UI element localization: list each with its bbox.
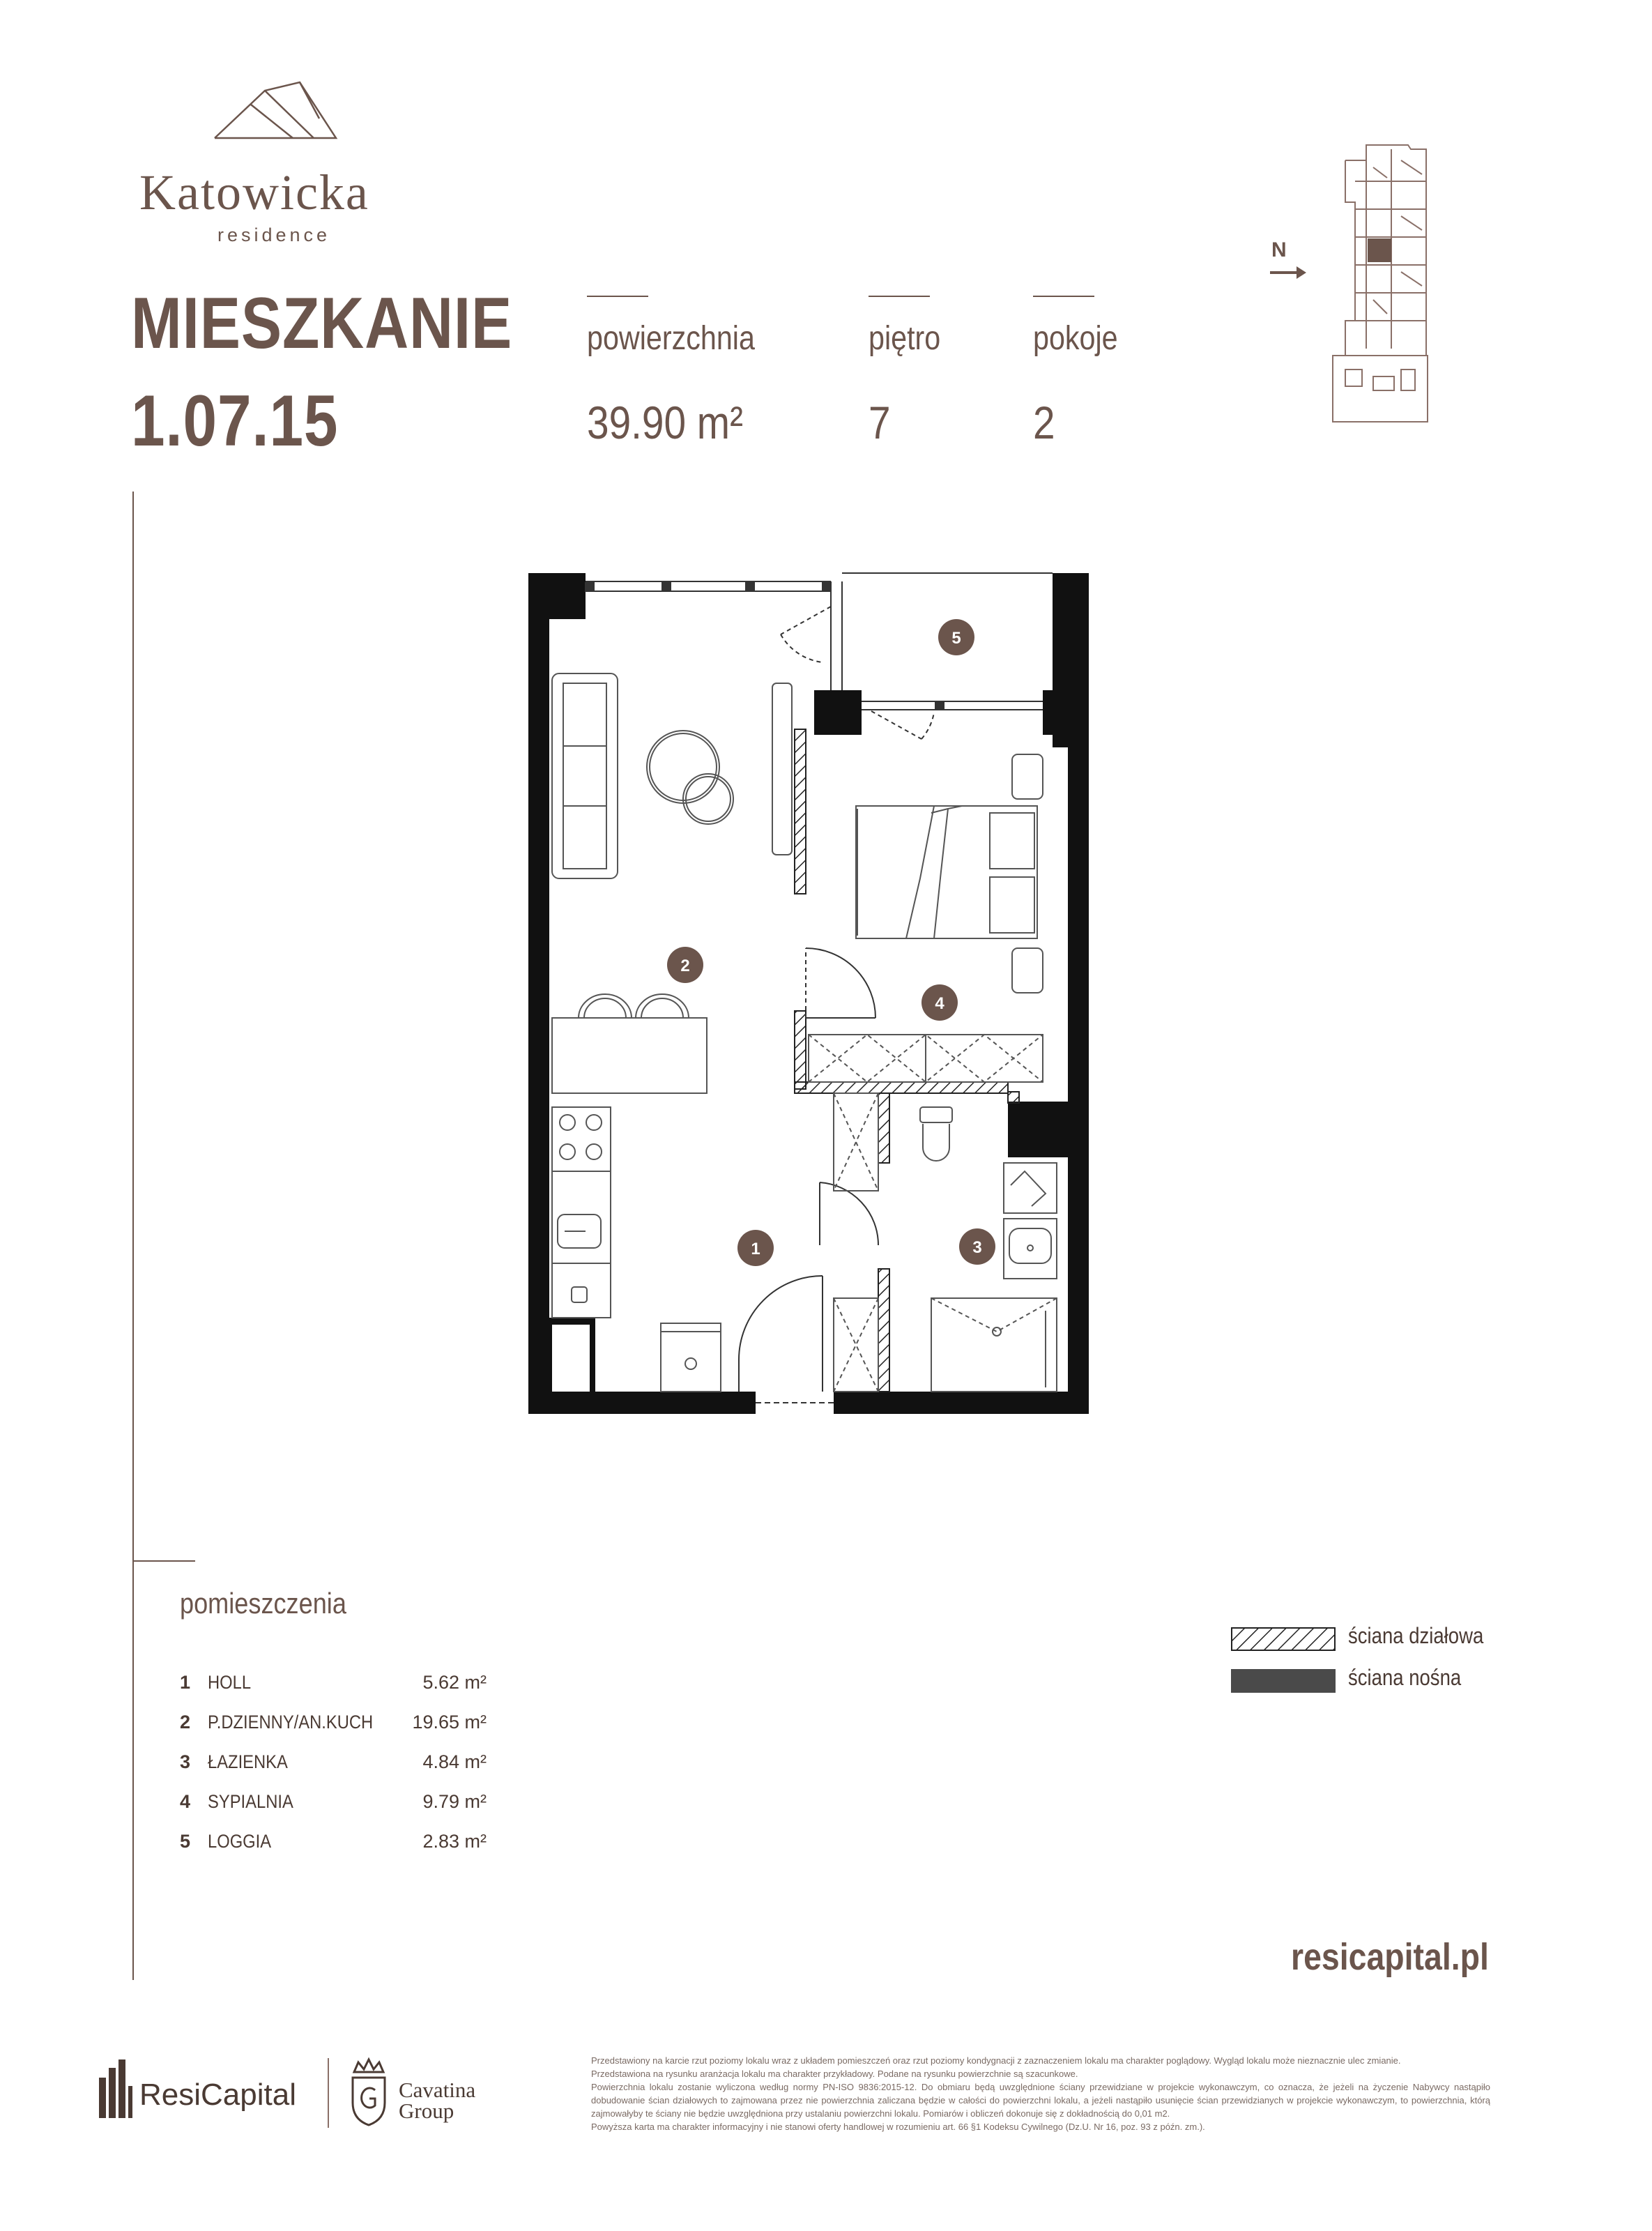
cavatina-logo [349,2057,509,2126]
mountain-logo-icon [209,77,342,146]
room-area: 4.84 m² [422,1751,487,1772]
north-label: N [1271,238,1287,261]
room-area: 19.65 m² [412,1712,487,1733]
room-name: ŁAZIENKA [208,1751,288,1772]
partition-walls [795,729,1019,1392]
floor-value: 7 [869,397,891,448]
room-number: 5 [180,1831,191,1852]
partition-wall-swatch-icon [1231,1627,1336,1651]
room-name: HOLL [208,1672,252,1693]
room-number: 1 [180,1672,191,1693]
floor-divider [869,296,930,297]
floor-label: piętro [869,320,941,357]
coffee-table-icon [647,731,733,824]
svg-text:4: 4 [935,994,944,1013]
floor-plan [516,558,1101,1429]
partition-wall-label: ściana działowa [1348,1623,1484,1648]
rooms-title: pomieszczenia [180,1587,346,1620]
svg-text:5: 5 [951,629,961,648]
footer-logo-divider [328,2058,329,2128]
rooms-divider [1033,296,1094,297]
svg-text:1: 1 [751,1240,760,1258]
svg-text:3: 3 [972,1238,982,1257]
room-number: 4 [180,1791,191,1812]
disclaimer-line-1: Przedstawiony na karcie rzut poziomy lokalu wraz z układem pomieszczeń oraz rzut poziomy kondygnacji z zaznaczeniem lokalu ma charakter poglądowy. Wygląd lokalu może nieznacznie ulec zmianie. [591,2055,1401,2066]
tv-unit-icon [772,683,792,855]
room-name: P.DZIENNY/AN.KUCH [208,1712,374,1733]
area-label: powierzchnia [587,320,755,357]
load-bearing-walls [528,573,1089,1414]
rooms-label: pokoje [1033,320,1118,357]
kitchen-island-icon [552,994,707,1093]
load-bearing-wall-swatch-icon [1231,1669,1336,1693]
brand-logo [139,77,404,251]
unit-number: 1.07.15 [131,381,339,462]
room-area: 2.83 m² [422,1831,487,1852]
area-value: 39.90 m² [587,397,744,448]
room-area: 5.62 m² [422,1672,487,1693]
rooms-divider-line [132,1560,195,1562]
resicapital-logo-text: ResiCapital [139,2078,296,2112]
brand-name: Katowicka [139,165,369,220]
resicapital-logo-icon [98,2058,134,2119]
building-keyplan [1324,139,1436,432]
cavatina-crest-icon [349,2057,389,2126]
sofa-icon [552,673,618,878]
compass [1269,238,1317,287]
room-name: LOGGIA [208,1831,272,1852]
wardrobe-icon [809,1035,1043,1082]
hall-closet-icon [834,1093,878,1392]
disclaimer-line-3: Powierzchnia lokalu zostanie wyliczona według normy PN-ISO 9836:2015-12. Do obmiaru będą uwzględnione ściany przewidziane w projekcie wykonawczym, co oznacza, że jeżeli na życzenie Nabywcy nastąpiło dobudowanie ścian działowych to zajmowana przez nie powierzchnia zaliczana będzie w całości do powierzchni lokalu, a jeżeli nastąpiło usunięcie ścian przewidzianych w projekcie wykonawczym, to powierzchnia, którą zajmowałyby te ściany nie będzie uwzględniona przy ustalaniu powierzchni lokalu. Pomiarów i obliczeń dokonuje się z dokładnością do 0,01 m2. [591,2082,1490,2119]
brand-subtitle: residence [217,224,331,245]
disclaimer-line-4: Powyższa karta ma charakter informacyjny i nie stanowi oferty handlowej w rozumieniu art. 66 §1 Kodeksu Cywilnego (Dz.U. Nr 16, poz. 93 z późn. zm.). [591,2122,1205,2132]
kitchen-counter-icon [552,1107,611,1318]
washing-machine-icon [661,1323,721,1392]
room-number: 3 [180,1751,191,1772]
bed-icon [856,754,1043,993]
rooms-value: 2 [1033,397,1055,448]
website-link[interactable]: resicapital.pl [1291,1936,1489,1978]
disclaimer-line-2: Przedstawiona na rysunku aranżacja lokalu ma charakter przykładowy. Podane na rysunku powierzchnie są szacunkowe. [591,2069,1078,2079]
resicapital-logo [98,2057,321,2119]
svg-text:2: 2 [680,957,690,975]
area-divider [587,296,648,297]
left-frame-line [132,492,134,1980]
cavatina-text-line2: Group [399,2099,454,2123]
room-number: 2 [180,1712,191,1733]
page-title: MIESZKANIE [131,283,513,364]
room-area: 9.79 m² [422,1791,487,1812]
north-arrow-icon [1269,262,1310,283]
load-bearing-wall-label: ściana nośna [1348,1665,1462,1690]
cavatina-text-line1: Cavatina [399,2078,476,2102]
room-name: SYPIALNIA [208,1791,293,1812]
unit-highlight [1368,238,1391,262]
legal-disclaimer [591,2054,1490,2133]
